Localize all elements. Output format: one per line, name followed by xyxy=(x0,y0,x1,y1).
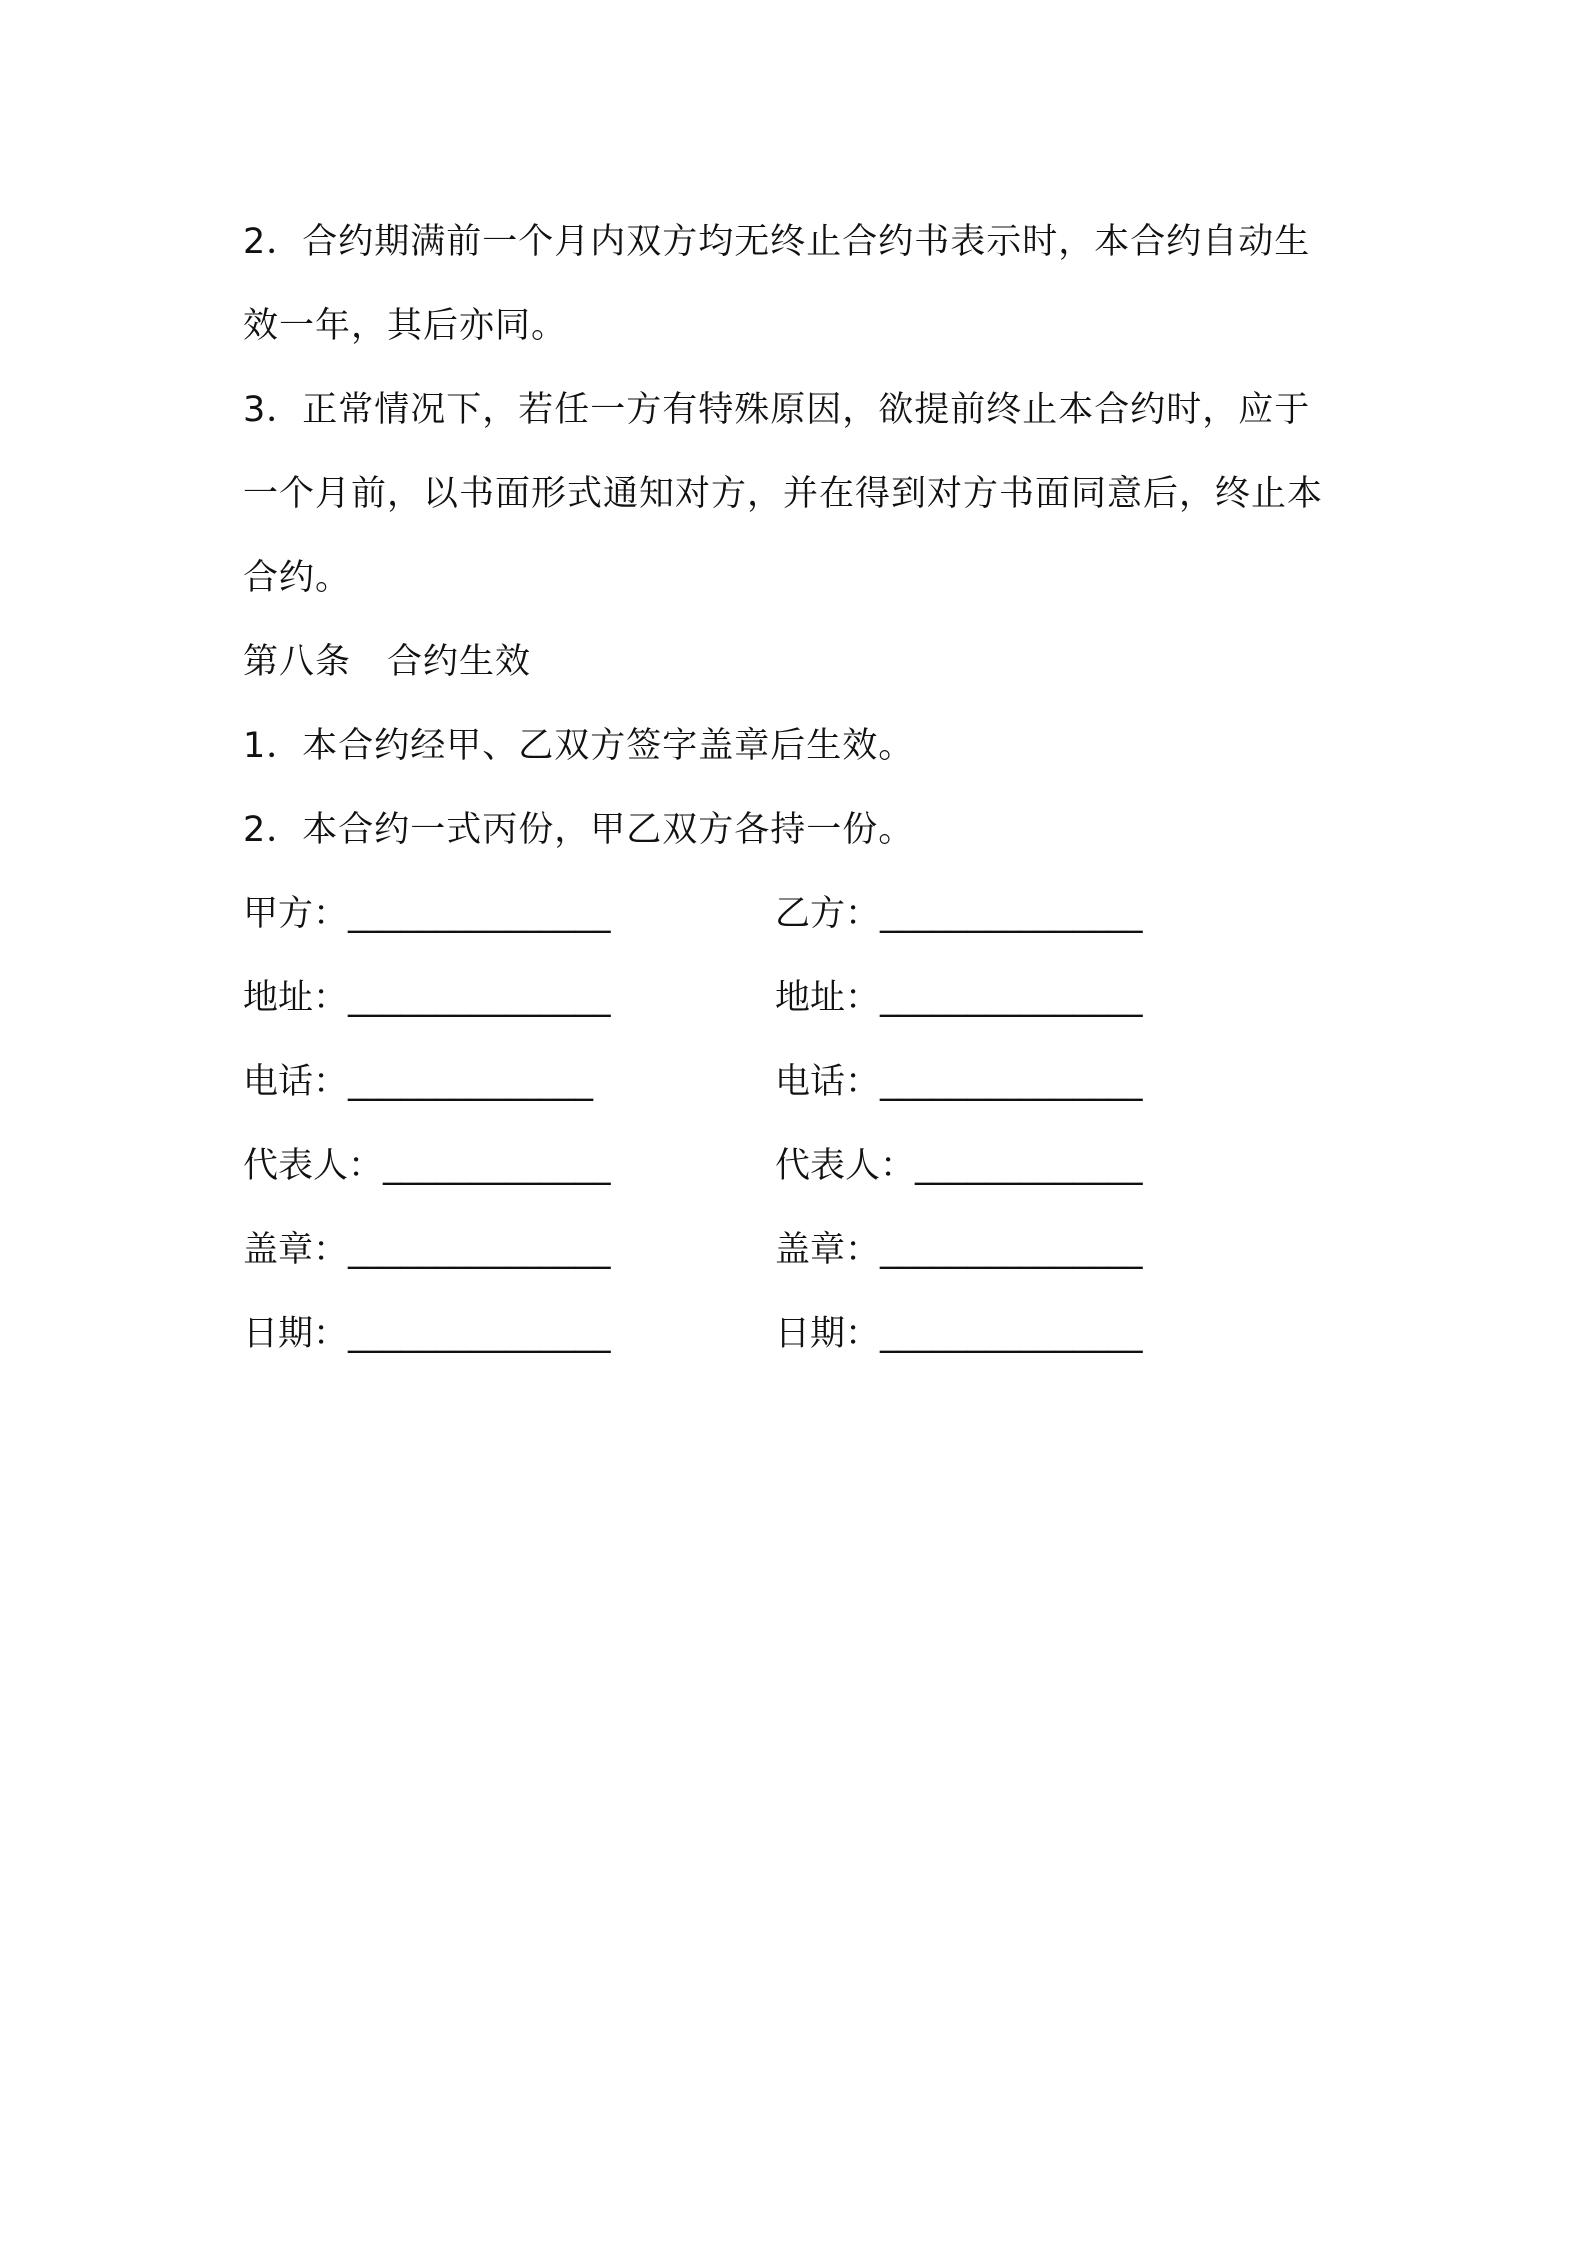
party-a-seal-field: 盖章：_______________ xyxy=(243,1230,611,1270)
party-b-address-field: 地址：_______________ xyxy=(775,978,1143,1018)
paragraph-line: 1．本合约经甲、乙双方签字盖章后生效。 xyxy=(243,726,915,766)
contract-text xyxy=(243,200,1363,872)
party-a-date-field: 日期：_______________ xyxy=(243,1314,611,1354)
party-b-seal-field: 盖章：_______________ xyxy=(775,1230,1143,1270)
paragraph-line: 3．正常情况下，若任一方有特殊原因，欲提前终止本合约时，应于 xyxy=(243,390,1311,430)
signature-row-address xyxy=(243,956,1363,1040)
party-a-phone-field: 电话：______________ xyxy=(243,1062,594,1102)
paragraph-line: 一个月前，以书面形式通知对方，并在得到对方书面同意后，终止本 xyxy=(243,474,1324,514)
signature-row-date xyxy=(243,1292,1363,1376)
party-a-representative-field: 代表人：_____________ xyxy=(243,1146,611,1186)
paragraph-line: 效一年，其后亦同。 xyxy=(243,306,568,346)
paragraph-line: 合约。 xyxy=(243,558,352,598)
party-b-phone-field: 电话：_______________ xyxy=(775,1062,1143,1102)
paragraph-line: 2．本合约一式丙份，甲乙双方各持一份。 xyxy=(243,810,915,850)
party-a-address-field: 地址：_______________ xyxy=(243,978,611,1018)
signature-row-representative xyxy=(243,1124,1363,1208)
party-a-field: 甲方：_______________ xyxy=(243,894,611,934)
party-b-representative-field: 代表人：_____________ xyxy=(775,1146,1143,1186)
party-b-date-field: 日期：_______________ xyxy=(775,1314,1143,1354)
section-heading: 第八条 合约生效 xyxy=(243,642,532,682)
paragraph-line: 2．合约期满前一个月内双方均无终止合约书表示时，本合约自动生 xyxy=(243,222,1311,262)
signature-row-party xyxy=(243,872,1363,956)
signature-row-seal xyxy=(243,1208,1363,1292)
signature-row-phone xyxy=(243,1040,1363,1124)
party-b-field: 乙方：_______________ xyxy=(775,894,1143,934)
